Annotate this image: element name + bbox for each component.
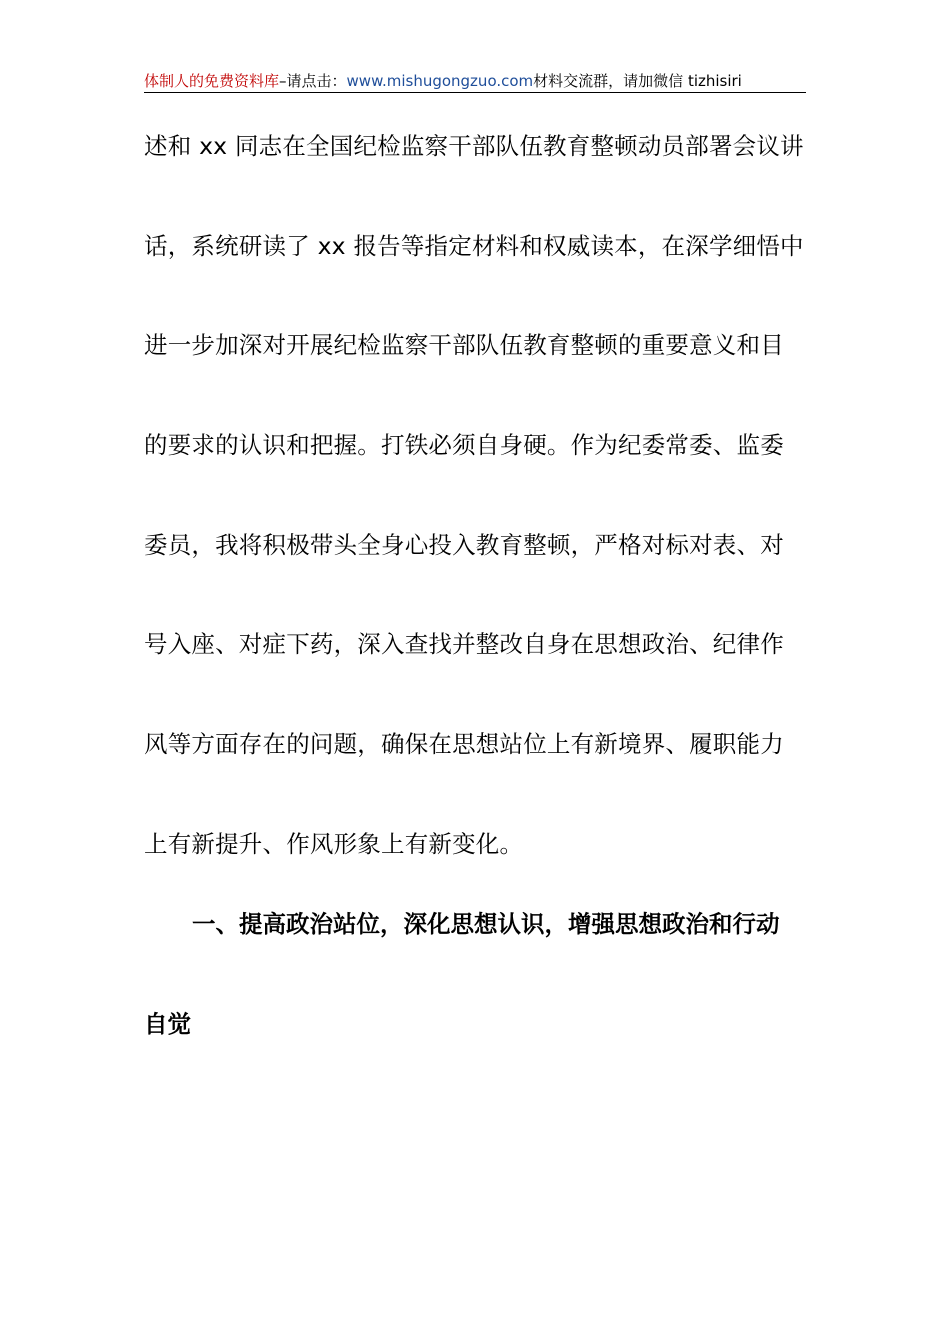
section-heading-continuation: 自觉 (144, 1010, 191, 1038)
header-prompt: –请点击： (279, 72, 347, 90)
header-note: 材料交流群，请加微信 tizhisiri (533, 72, 742, 90)
body-line: 号入座、对症下药，深入查找并整改自身在思想政治、纪律作 (144, 630, 784, 658)
body-line: 委员，我将积极带头全身心投入教育整顿，严格对标对表、对 (144, 531, 784, 559)
body-line: 话，系统研读了 xx 报告等指定材料和权威读本，在深学细悟中 (144, 232, 804, 260)
body-line: 述和 xx 同志在全国纪检监察干部队伍教育整顿动员部署会议讲 (144, 132, 804, 160)
header-brand: 体制人的免费资料库 (144, 72, 280, 90)
header-url-link[interactable]: www.mishugongzuo.com (346, 72, 534, 90)
body-line: 风等方面存在的问题，确保在思想站位上有新境界、履职能力 (144, 730, 784, 758)
body-line: 上有新提升、作风形象上有新变化。 (144, 830, 524, 858)
section-heading: 一、提高政治站位，深化思想认识，增强思想政治和行动 (192, 910, 780, 938)
body-line: 的要求的认识和把握。打铁必须自身硬。作为纪委常委、监委 (144, 431, 784, 459)
body-line: 进一步加深对开展纪检监察干部队伍教育整顿的重要意义和目 (144, 331, 784, 359)
page-header (144, 70, 806, 93)
